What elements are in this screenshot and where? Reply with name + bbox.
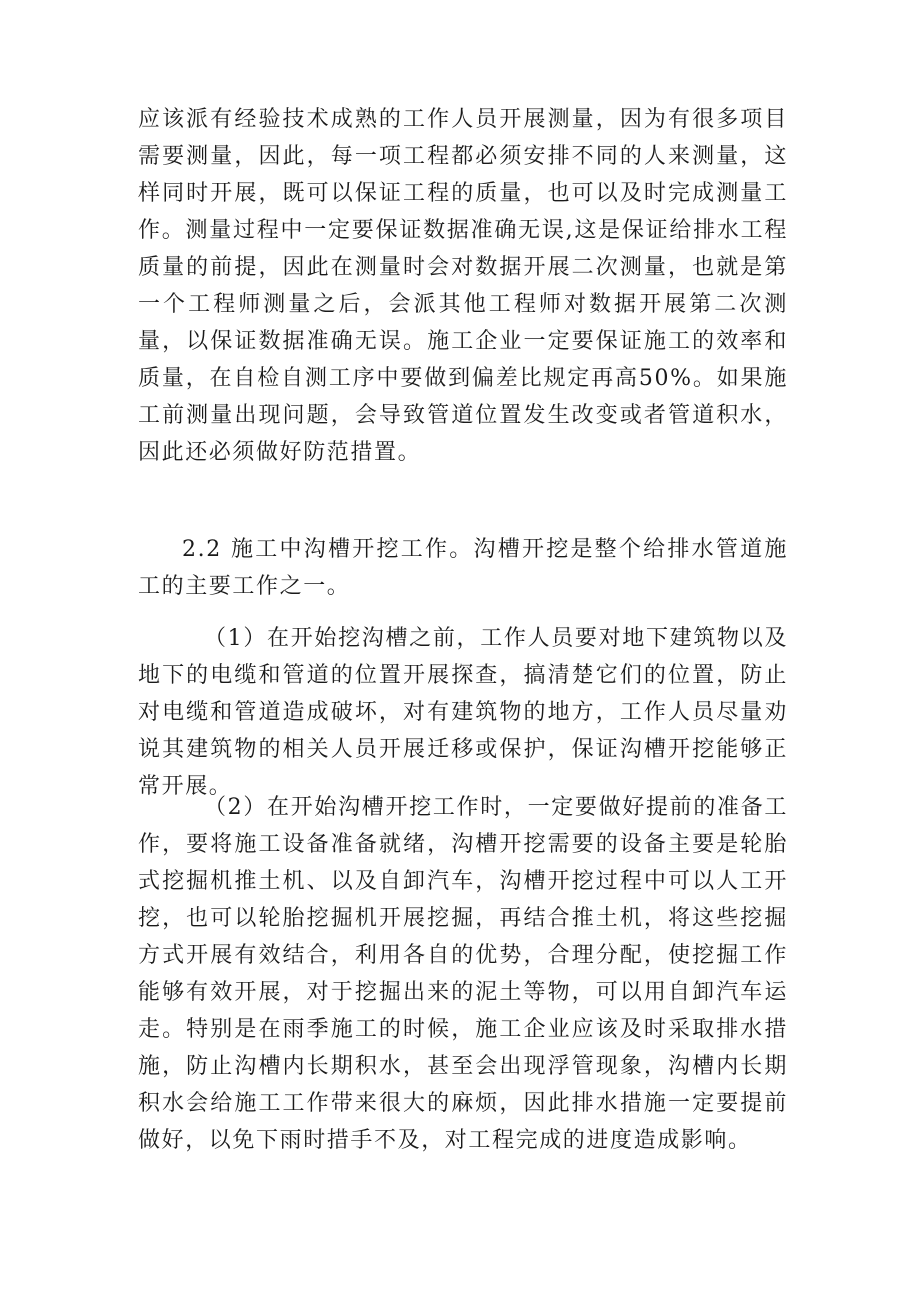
paragraph-section-2-2-heading: 2.2 施工中沟槽开挖工作。沟槽开挖是整个给排水管道施工的主要工作之一。: [138, 537, 788, 599]
paragraph-item-2: （2）在开始沟槽开挖工作时，一定要做好提前的准备工作，要将施工设备准备就绪，沟槽开挖需要的设备主要是轮胎式挖掘机推土机、以及自卸汽车，沟槽开挖过程中可以人工开挖，也可以轮胎挖掘机开展挖掘，再结合推土机，将这些挖掘方式开展有效结合，利用各自的优势，合理分配，使挖掘工作能够有效开展，对于挖掘出来的泥土等物，可以用自卸汽车运走。特别是在雨季施工的时候，施工企业应该及时采取排水措施，防止沟槽内长期积水，甚至会出现浮管现象，沟槽内长期积水会给施工工作带来很大的麻烦，因此排水措施一定要提前做好，以免下雨时措手不及，对工程完成的进度造成影响。: [138, 795, 788, 1153]
paragraph-item-1: （1）在开始挖沟槽之前，工作人员要对地下建筑物以及地下的电缆和管道的位置开展探查，搞清楚它们的位置，防止对电缆和管道造成破坏，对有建筑物的地方，工作人员尽量劝说其建筑物的相关人员开展迁移或保护，保证沟槽开挖能够正常开展。: [138, 626, 788, 799]
paragraph-measurement: 应该派有经验技术成熟的工作人员开展测量，因为有很多项目需要测量，因此，每一项工程都必须安排不同的人来测量，这样同时开展，既可以保证工程的质量，也可以及时完成测量工作。测量过程中一定要保证数据准确无误,这是保证给排水工程质量的前提，因此在测量时会对数据开展二次测量，也就是第一个工程师测量之后，会派其他工程师对数据开展第二次测量，以保证数据准确无误。施工企业一定要保证施工的效率和质量，在自检自测工序中要做到偏差比规定再高50%。如果施工前测量出现问题，会导致管道位置发生改变或者管道积水，因此还必须做好防范措置。: [138, 107, 788, 465]
